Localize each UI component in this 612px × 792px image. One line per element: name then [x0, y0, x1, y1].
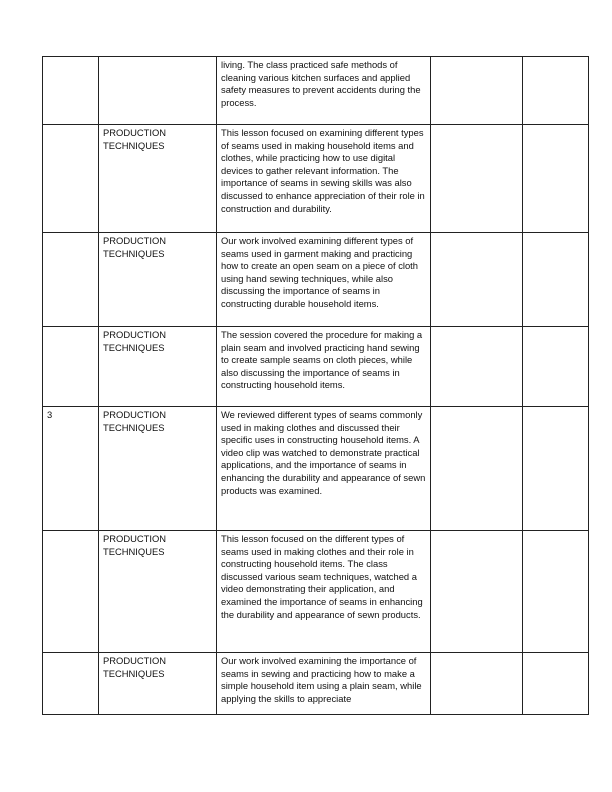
table-row	[43, 57, 589, 125]
blank-cell	[431, 531, 523, 653]
blank-cell	[523, 233, 589, 327]
table-row	[43, 653, 589, 715]
description-cell: We reviewed different types of seams commonly used in making clothes and discussed their specific uses in constructing household items. A video clip was watched to demonstrate practical applications, and the importance of seams in enhancing the durability and appearance of sewn products was examined.	[217, 407, 431, 531]
blank-cell	[523, 407, 589, 531]
blank-cell	[431, 327, 523, 407]
topic-cell: PRODUCTION TECHNIQUES	[99, 233, 217, 327]
table-row	[43, 233, 589, 327]
table-row	[43, 125, 589, 233]
blank-cell	[523, 57, 589, 125]
table-row	[43, 531, 589, 653]
week-cell	[43, 233, 99, 327]
description-cell: The session covered the procedure for making a plain seam and involved practicing hand sewing to create sample seams on cloth pieces, while also discussing the importance of seams in constructing household items.	[217, 327, 431, 407]
topic-cell: PRODUCTION TECHNIQUES	[99, 531, 217, 653]
topic-cell	[99, 57, 217, 125]
week-cell	[43, 653, 99, 715]
blank-cell	[431, 125, 523, 233]
blank-cell	[523, 531, 589, 653]
topic-cell: PRODUCTION TECHNIQUES	[99, 653, 217, 715]
topic-cell: PRODUCTION TECHNIQUES	[99, 125, 217, 233]
blank-cell	[431, 233, 523, 327]
description-cell: Our work involved examining different types of seams used in garment making and practicing how to create an open seam on a piece of cloth using hand sewing techniques, while also discussing the importance of seams in constructing durable household items.	[217, 233, 431, 327]
table-row	[43, 327, 589, 407]
week-cell	[43, 531, 99, 653]
week-cell	[43, 125, 99, 233]
description-cell: living. The class practiced safe methods of cleaning various kitchen surfaces and applied safety measures to prevent accidents during the process.	[217, 57, 431, 125]
blank-cell	[523, 653, 589, 715]
week-cell	[43, 57, 99, 125]
week-cell: 3	[43, 407, 99, 531]
blank-cell	[523, 125, 589, 233]
week-cell	[43, 327, 99, 407]
description-cell: This lesson focused on the different types of seams used in making clothes and their role in constructing household items. The class discussed various seam techniques, watched a video demonstrating their application, and examined the importance of seams in enhancing the durability and appearance of sewn products.	[217, 531, 431, 653]
description-cell: This lesson focused on examining different types of seams used in making household items and clothes, while practicing how to use digital devices to gather relevant information. The importance of seams in sewing skills was also discussed to enhance appreciation of their role in construction and durability.	[217, 125, 431, 233]
lesson-log-table	[42, 56, 589, 715]
topic-cell: PRODUCTION TECHNIQUES	[99, 327, 217, 407]
blank-cell	[431, 407, 523, 531]
table-row	[43, 407, 589, 531]
blank-cell	[431, 653, 523, 715]
description-cell: Our work involved examining the importance of seams in sewing and practicing how to make a simple household item using a plain seam, while applying the skills to appreciate	[217, 653, 431, 715]
blank-cell	[431, 57, 523, 125]
topic-cell: PRODUCTION TECHNIQUES	[99, 407, 217, 531]
blank-cell	[523, 327, 589, 407]
